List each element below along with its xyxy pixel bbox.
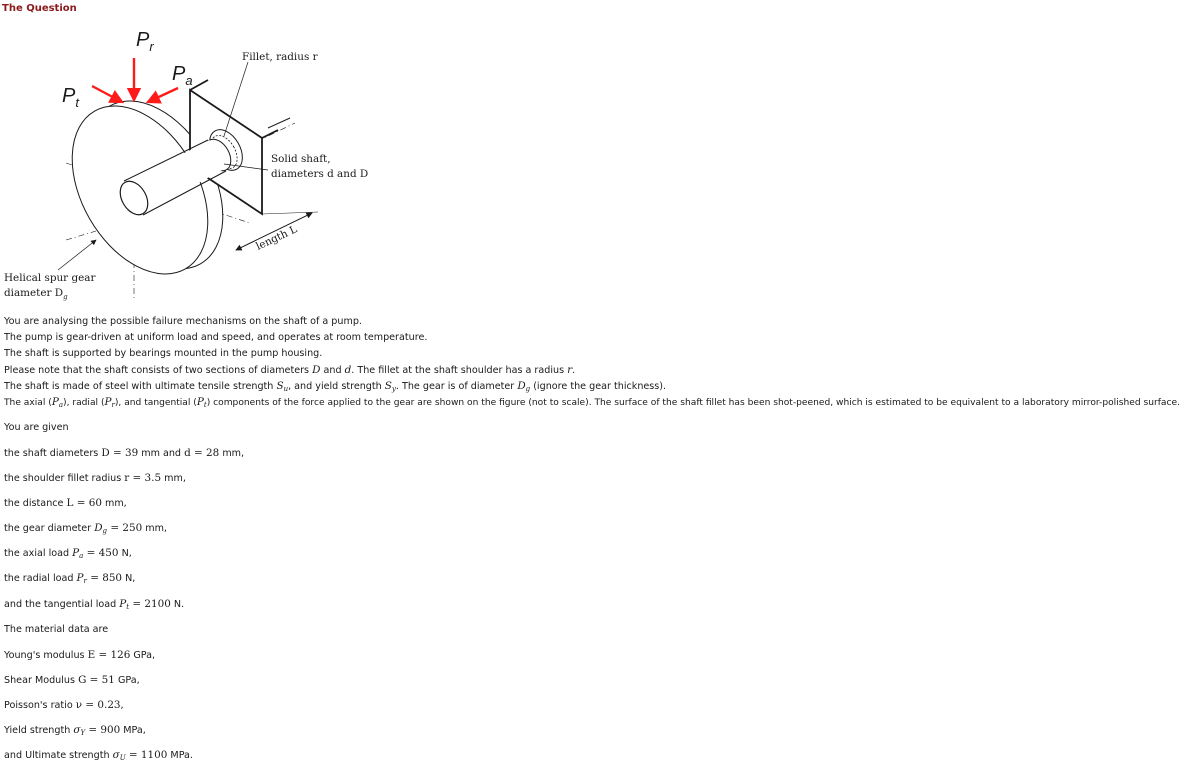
axial-force-arrow [148, 88, 178, 102]
force-arrows [92, 58, 178, 102]
material-item-youngs-modulus: Young's modulus E = 126 GPa, [4, 649, 156, 661]
intro-line-1: You are analysing the possible failure mechanisms on the shaft of a pump. [4, 316, 362, 327]
gear-diameter-line [66, 231, 96, 240]
gear-label-line-2: diameter $D_g$ [4, 287, 68, 301]
given-title: You are given [4, 422, 69, 433]
pr-label: $P_r$ [136, 29, 154, 54]
given-item-axial-load: the axial load $P_a = 450$ N, [4, 547, 132, 560]
given-item-gear-diameter: the gear diameter $D_g = 250$ mm, [4, 522, 167, 535]
intro-line-5: The shaft is made of steel with ultimate tensile strength $S_u$, and yield strength $S_y$. The gear is of diameter $D_g$ (ignore the gear thickness). [4, 380, 667, 393]
material-item-ultimate-strength: and Ultimate strength $\sigma_U = 1100$ MPa. [4, 749, 193, 762]
material-item-yield-strength: Yield strength $\sigma_Y = 900$ MPa, [4, 724, 146, 737]
given-item-shaft-diameters: the shaft diameters D = 39 mm and d = 28 mm, [4, 447, 245, 459]
intro-line-4: Please note that the shaft consists of two sections of diameters D and d. The fillet at the shaft shoulder has a radius r. [4, 364, 576, 376]
given-item-radial-load: the radial load $P_r = 850$ N, [4, 572, 136, 585]
intro-line-6: The axial $(P_a)$, radial $(P_r)$, and tangential $(P_t)$ components of the force applied to the gear are shown on the figure (not to scale). The surface of the shaft fillet has been shot-peened, which is estimated to be equivalent to a laboratory mirror-polished surface. [4, 396, 1180, 409]
material-item-shear-modulus: Shear Modulus G = 51 GPa, [4, 674, 140, 686]
intro-line-2: The pump is gear-driven at uniform load and speed, and operates at room temperature. [4, 332, 428, 343]
given-item-tangential-load: and the tangential load $P_t = 2100$ N. [4, 598, 185, 611]
gear-label-line-1: Helical spur gear [4, 272, 96, 284]
shaft-label-line-1: Solid shaft, [271, 153, 331, 165]
question-heading: The Question [2, 3, 77, 14]
fillet-label: Fillet, radius r [242, 51, 318, 63]
pt-label: $P_t$ [62, 85, 79, 110]
shaft-gear-figure [0, 18, 380, 308]
material-title: The material data are [4, 624, 109, 635]
pa-label: $P_a$ [172, 63, 193, 88]
gear-leader [58, 240, 96, 270]
intro-line-3: The shaft is supported by bearings mounted in the pump housing. [4, 348, 323, 359]
tangential-force-arrow [92, 86, 122, 102]
shaft-label-line-2: diameters d and D [271, 168, 369, 180]
given-item-distance: the distance L = 60 mm, [4, 497, 127, 509]
material-item-poissons-ratio: Poisson's ratio ν = 0.23, [4, 699, 124, 711]
given-item-fillet-radius: the shoulder fillet radius r = 3.5 mm, [4, 472, 186, 484]
length-label: length L [254, 223, 300, 253]
